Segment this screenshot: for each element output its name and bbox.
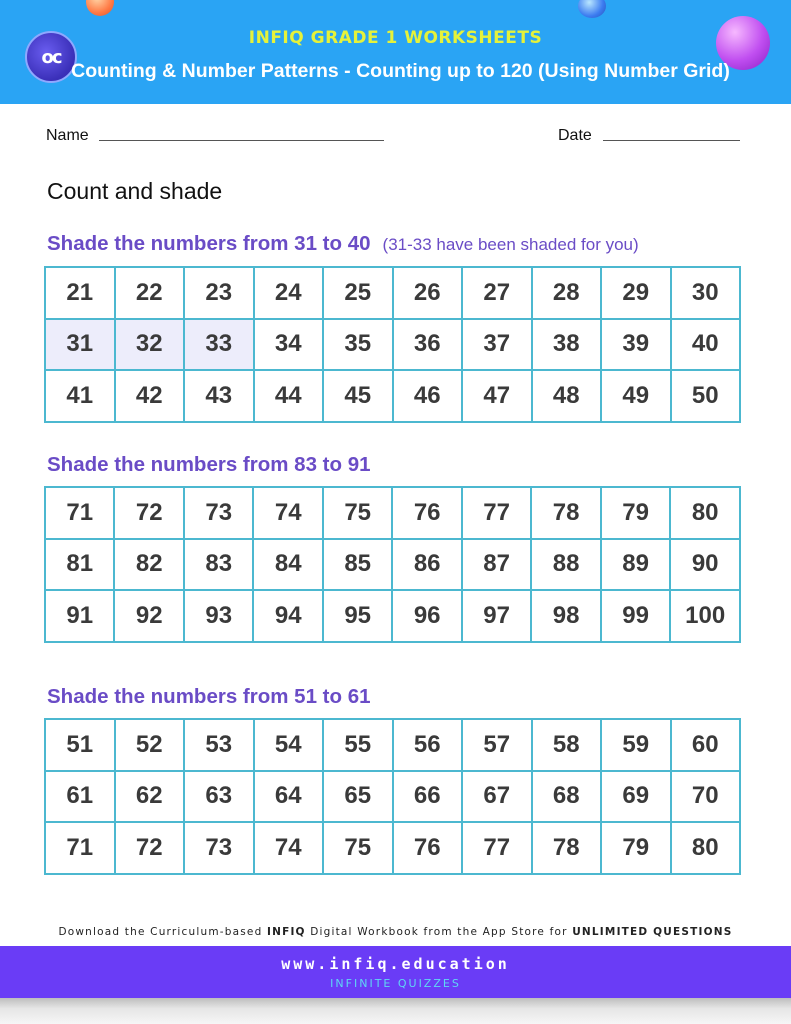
number-cell-72[interactable]: 72 [115, 822, 185, 874]
footer-bar [0, 946, 791, 998]
number-cell-59[interactable]: 59 [601, 719, 671, 771]
number-cell-68[interactable]: 68 [532, 771, 602, 823]
promo-prefix: Download the Curriculum-based [58, 926, 267, 938]
number-cell-33[interactable]: 33 [184, 319, 254, 371]
number-cell-43[interactable]: 43 [184, 370, 254, 422]
number-cell-71[interactable]: 71 [45, 487, 114, 539]
number-cell-99[interactable]: 99 [601, 590, 670, 642]
number-cell-96[interactable]: 96 [392, 590, 461, 642]
number-cell-97[interactable]: 97 [462, 590, 531, 642]
number-cell-35[interactable]: 35 [323, 319, 393, 371]
number-cell-31[interactable]: 31 [45, 319, 115, 371]
decorative-blue-ball [578, 0, 606, 18]
section-2-title [47, 453, 371, 477]
number-cell-58[interactable]: 58 [532, 719, 602, 771]
grid-row [45, 590, 740, 642]
number-grid-3 [44, 718, 741, 875]
worksheet-subtitle [0, 60, 791, 83]
number-cell-93[interactable]: 93 [184, 590, 253, 642]
decorative-orange-ball [86, 0, 114, 16]
number-cell-73[interactable]: 73 [184, 822, 254, 874]
number-cell-83[interactable]: 83 [184, 539, 253, 591]
number-cell-55[interactable]: 55 [323, 719, 393, 771]
number-cell-80[interactable]: 80 [671, 822, 741, 874]
number-cell-85[interactable]: 85 [323, 539, 392, 591]
number-cell-45[interactable]: 45 [323, 370, 393, 422]
grid-row [45, 487, 740, 539]
number-cell-26[interactable]: 26 [393, 267, 463, 319]
grid-row [45, 771, 740, 823]
number-cell-66[interactable]: 66 [393, 771, 463, 823]
number-cell-47[interactable]: 47 [462, 370, 532, 422]
number-cell-75[interactable]: 75 [323, 822, 393, 874]
number-cell-37[interactable]: 37 [462, 319, 532, 371]
number-cell-70[interactable]: 70 [671, 771, 741, 823]
number-cell-40[interactable]: 40 [671, 319, 741, 371]
number-cell-82[interactable]: 82 [114, 539, 183, 591]
number-cell-48[interactable]: 48 [532, 370, 602, 422]
number-cell-34[interactable]: 34 [254, 319, 324, 371]
number-cell-79[interactable]: 79 [601, 487, 670, 539]
grid-row [45, 719, 740, 771]
number-cell-77[interactable]: 77 [462, 487, 531, 539]
number-cell-72[interactable]: 72 [114, 487, 183, 539]
number-cell-81[interactable]: 81 [45, 539, 114, 591]
grid-row [45, 539, 740, 591]
number-cell-87[interactable]: 87 [462, 539, 531, 591]
number-cell-84[interactable]: 84 [253, 539, 322, 591]
number-cell-30[interactable]: 30 [671, 267, 741, 319]
grid-row [45, 267, 740, 319]
promo-emphasis: UNLIMITED QUESTIONS [572, 926, 733, 938]
number-cell-75[interactable]: 75 [323, 487, 392, 539]
number-cell-49[interactable]: 49 [601, 370, 671, 422]
number-cell-46[interactable]: 46 [393, 370, 463, 422]
number-cell-100[interactable]: 100 [670, 590, 740, 642]
number-cell-44[interactable]: 44 [254, 370, 324, 422]
instructions: Count and shade [47, 178, 223, 204]
number-cell-32[interactable]: 32 [115, 319, 185, 371]
promo-brand: INFIQ [266, 926, 306, 938]
page-header [0, 0, 791, 104]
number-cell-54[interactable]: 54 [254, 719, 324, 771]
number-grid-2 [44, 486, 741, 643]
grid-row [45, 370, 740, 422]
number-cell-53[interactable]: 53 [184, 719, 254, 771]
number-cell-78[interactable]: 78 [531, 487, 600, 539]
number-cell-92[interactable]: 92 [114, 590, 183, 642]
number-cell-22[interactable]: 22 [115, 267, 185, 319]
number-grid-1 [44, 266, 741, 423]
number-cell-74[interactable]: 74 [253, 487, 322, 539]
number-cell-57[interactable]: 57 [462, 719, 532, 771]
number-cell-42[interactable]: 42 [115, 370, 185, 422]
number-cell-77[interactable]: 77 [462, 822, 532, 874]
number-cell-25[interactable]: 25 [323, 267, 393, 319]
number-cell-67[interactable]: 67 [462, 771, 532, 823]
name-field-line[interactable] [99, 140, 384, 141]
number-cell-65[interactable]: 65 [323, 771, 393, 823]
page-bottom-shadow [0, 998, 791, 1024]
number-cell-62[interactable]: 62 [115, 771, 185, 823]
number-cell-23[interactable]: 23 [184, 267, 254, 319]
date-label: Date [558, 127, 592, 144]
grid-row [45, 822, 740, 874]
section-3-title [47, 685, 371, 709]
section-1-note: (31-33 have been shaded for you) [382, 235, 639, 254]
number-cell-73[interactable]: 73 [184, 487, 253, 539]
number-cell-41[interactable]: 41 [45, 370, 115, 422]
number-cell-61[interactable]: 61 [45, 771, 115, 823]
logo-mark: ᴏᴄ [41, 46, 61, 68]
number-cell-60[interactable]: 60 [671, 719, 741, 771]
number-cell-95[interactable]: 95 [323, 590, 392, 642]
number-cell-64[interactable]: 64 [254, 771, 324, 823]
date-field-line[interactable] [603, 140, 740, 141]
number-cell-89[interactable]: 89 [601, 539, 670, 591]
number-cell-90[interactable]: 90 [670, 539, 740, 591]
number-cell-71[interactable]: 71 [45, 822, 115, 874]
footer-tagline: INFINITE QUIZZES [330, 977, 461, 990]
number-cell-38[interactable]: 38 [532, 319, 602, 371]
worksheet-subtitle-text: Counting & Number Patterns - Counting up to 120 (Using Number Grid) [71, 60, 730, 82]
number-cell-39[interactable]: 39 [601, 319, 671, 371]
grid-row [45, 319, 740, 371]
number-cell-76[interactable]: 76 [393, 822, 463, 874]
number-cell-56[interactable]: 56 [393, 719, 463, 771]
section-3-title-text: Shade the numbers from 51 to 61 [47, 685, 371, 708]
number-cell-63[interactable]: 63 [184, 771, 254, 823]
number-cell-91[interactable]: 91 [45, 590, 114, 642]
promo-middle: Digital Workbook from the App Store for [305, 926, 573, 938]
footer-url-link[interactable]: www.infiq.education [281, 955, 510, 973]
number-cell-74[interactable]: 74 [254, 822, 324, 874]
number-cell-28[interactable]: 28 [532, 267, 602, 319]
number-cell-27[interactable]: 27 [462, 267, 532, 319]
name-label: Name [46, 127, 89, 144]
number-cell-86[interactable]: 86 [392, 539, 461, 591]
number-cell-29[interactable]: 29 [601, 267, 671, 319]
number-cell-78[interactable]: 78 [532, 822, 602, 874]
number-cell-21[interactable]: 21 [45, 267, 115, 319]
number-cell-36[interactable]: 36 [393, 319, 463, 371]
promo-text [0, 926, 791, 938]
number-cell-50[interactable]: 50 [671, 370, 741, 422]
number-cell-52[interactable]: 52 [115, 719, 185, 771]
worksheet-series-title: INFIQ GRADE 1 WORKSHEETS [248, 28, 543, 48]
number-cell-94[interactable]: 94 [253, 590, 322, 642]
number-cell-76[interactable]: 76 [392, 487, 461, 539]
number-cell-80[interactable]: 80 [670, 487, 740, 539]
section-2-title-text: Shade the numbers from 83 to 91 [47, 453, 371, 476]
number-cell-51[interactable]: 51 [45, 719, 115, 771]
section-1-title [47, 232, 639, 256]
number-cell-98[interactable]: 98 [531, 590, 600, 642]
number-cell-79[interactable]: 79 [601, 822, 671, 874]
number-cell-88[interactable]: 88 [531, 539, 600, 591]
number-cell-69[interactable]: 69 [601, 771, 671, 823]
section-1-title-text: Shade the numbers from 31 to 40 [47, 232, 371, 255]
number-cell-24[interactable]: 24 [254, 267, 324, 319]
